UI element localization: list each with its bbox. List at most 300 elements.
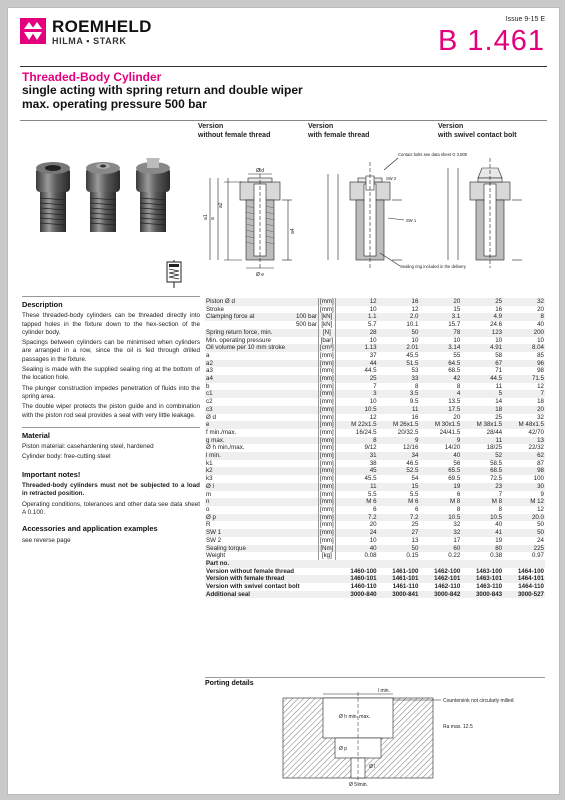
- partno-cell: 1462-101: [419, 575, 461, 583]
- table-cell: 20: [369, 521, 377, 529]
- material-line: Piston material: casehardening steel, hardened: [22, 443, 154, 451]
- table-cell: Ø h min./max.: [206, 444, 245, 452]
- table-cell: 6: [373, 505, 377, 513]
- table-cell: 24: [335, 529, 377, 537]
- table-row: [205, 383, 545, 391]
- partno-cell: 1463-101: [461, 575, 503, 583]
- table-cell: b: [206, 382, 210, 390]
- table-cell: [286, 475, 318, 483]
- table-cell: 4: [419, 390, 461, 398]
- svg-text:Countersink not circularly mil: Countersink not circularly milled: [443, 698, 514, 704]
- cylinder-cross-section-drawings: [198, 148, 553, 288]
- table-cell: [286, 352, 318, 360]
- table-cell: f min./max.: [206, 428, 237, 436]
- table-cell: 71: [495, 367, 503, 375]
- table-row: [205, 491, 545, 499]
- table-row: [205, 360, 545, 368]
- table-cell: Spring return force, min.: [205, 329, 286, 337]
- description-paragraph: The double wiper protects the piston guide and in combination with the piston rod seal provides a seal with very little leakage.: [22, 403, 200, 419]
- table-cell: 67: [461, 360, 503, 368]
- table-cell: 52.5: [378, 467, 420, 475]
- table-cell: Ø d: [206, 413, 216, 421]
- table-cell: [Nm]: [320, 544, 334, 552]
- table-row: [205, 529, 545, 537]
- table-cell: 5: [461, 390, 503, 398]
- table-row: [205, 506, 545, 514]
- table-cell: 12: [369, 413, 377, 421]
- table-cell: 10: [369, 305, 377, 313]
- table-cell: [mm]: [319, 513, 334, 521]
- partno-label: Version with swivel contact bolt: [206, 583, 300, 591]
- table-cell: 20: [419, 298, 461, 306]
- partno-cell: 1461-101: [378, 575, 420, 583]
- table-cell: [286, 329, 318, 337]
- table-cell: [mm]: [319, 452, 334, 460]
- table-cell: 7.2: [378, 514, 420, 522]
- table-row: [205, 337, 545, 345]
- table-cell: [mm]: [319, 505, 334, 513]
- table-cell: [286, 514, 318, 522]
- table-cell: [kN]: [318, 321, 335, 329]
- table-cell: 10: [453, 336, 461, 344]
- table-cell: [mm]: [319, 459, 334, 467]
- accessories-heading: Accessories and application examples: [22, 524, 158, 534]
- table-cell: 0.22: [448, 552, 461, 560]
- partno-cell: 1463-110: [476, 583, 503, 591]
- partno-cell: 1461-110: [392, 583, 419, 591]
- material-section: [22, 427, 200, 462]
- table-cell: [286, 545, 318, 553]
- table-cell: 32: [503, 298, 545, 306]
- partno-cell: 1461-100: [392, 567, 419, 575]
- table-row: [205, 452, 545, 460]
- table-cell: 10.5: [335, 406, 377, 414]
- table-cell: 17.5: [419, 406, 461, 414]
- svg-text:a1: a1: [203, 214, 209, 220]
- table-cell: 85: [537, 351, 544, 359]
- table-cell: [mm]: [319, 405, 334, 413]
- table-cell: 20: [453, 413, 461, 421]
- svg-text:SW 2: SW 2: [386, 176, 397, 181]
- table-cell: Clamping force at: [205, 313, 286, 321]
- table-cell: Sealing torque: [205, 545, 286, 553]
- table-cell: o: [206, 505, 210, 513]
- table-cell: M 8: [461, 498, 503, 506]
- table-cell: 16: [378, 298, 420, 306]
- table-cell: 78: [419, 329, 461, 337]
- table-cell: 8: [503, 313, 545, 321]
- partno-cell: 1464-101: [503, 575, 545, 583]
- description-paragraph: Spacings between cylinders can be minimised when cylinders are arranged in a row, since the oil is fed through drilled passages in the fixture.: [22, 339, 200, 363]
- table-cell: 16: [495, 305, 503, 313]
- table-cell: [mm]: [319, 382, 334, 390]
- table-cell: 9.5: [409, 398, 419, 406]
- table-cell: 19: [495, 536, 503, 544]
- table-cell: 45: [335, 467, 377, 475]
- table-cell: 9: [378, 437, 420, 445]
- table-cell: 44: [335, 360, 377, 368]
- table-cell: [286, 406, 318, 414]
- table-cell: n: [205, 498, 286, 506]
- table-cell: 14/20: [444, 444, 461, 452]
- table-cell: 100 bar: [286, 313, 318, 321]
- table-cell: 15: [378, 483, 420, 491]
- table-row: [205, 498, 545, 506]
- table-cell: 68.5: [448, 367, 461, 375]
- porting-divider: [205, 677, 545, 678]
- table-cell: [kN]: [318, 313, 335, 321]
- table-row: [205, 521, 545, 529]
- brand-name: ROEMHELD: [52, 17, 152, 36]
- table-cell: 53: [411, 367, 419, 375]
- table-cell: [286, 444, 318, 452]
- table-cell: 17: [453, 536, 461, 544]
- table-row: [205, 483, 545, 491]
- material-line: Cylinder body: free-cutting steel: [22, 453, 111, 461]
- table-cell: 13: [503, 437, 545, 445]
- table-cell: 18/25: [486, 444, 503, 452]
- table-cell: 32: [419, 529, 461, 537]
- partno-row: [205, 575, 545, 583]
- table-cell: 14: [495, 398, 503, 406]
- table-cell: [286, 529, 318, 537]
- table-cell: [mm]: [319, 351, 334, 359]
- table-cell: e: [205, 421, 286, 429]
- partno-row: [205, 583, 545, 591]
- table-cell: [cm³]: [319, 344, 334, 352]
- table-cell: 8: [456, 505, 461, 513]
- table-cell: 11: [461, 437, 503, 445]
- table-cell: 54: [411, 475, 419, 483]
- version-swivel-contact-bolt-heading: Version with swivel contact bolt: [438, 123, 517, 139]
- table-cell: 52: [461, 452, 503, 460]
- table-row: [205, 444, 545, 452]
- table-cell: 31: [335, 452, 377, 460]
- notes-warning: Threaded-body cylinders must not be subjected to a load in retracted position.: [22, 482, 200, 498]
- table-cell: 10.5: [419, 514, 461, 522]
- table-cell: 500 bar: [295, 321, 317, 329]
- svg-text:Ø d: Ø d: [256, 168, 265, 174]
- partno-row: [205, 591, 545, 599]
- table-cell: M 48x1.5: [503, 421, 545, 429]
- table-cell: M 12: [503, 498, 545, 506]
- table-cell: 58.5: [490, 459, 503, 467]
- table-cell: 1.13: [335, 344, 377, 352]
- table-cell: 56: [453, 459, 461, 467]
- table-cell: 58: [495, 351, 503, 359]
- svg-text:SW 1: SW 1: [406, 218, 417, 223]
- table-cell: [286, 344, 318, 352]
- svg-text:l min.: l min.: [378, 688, 390, 694]
- table-cell: Ø l: [205, 483, 286, 491]
- table-cell: 71.5: [503, 375, 545, 383]
- table-cell: 10: [495, 336, 503, 344]
- product-subtitle: single acting with spring return and double wiper max. operating pressure 500 bar: [22, 83, 303, 111]
- partno-row: [205, 568, 545, 576]
- table-row: [205, 321, 545, 329]
- table-cell: Ø p: [205, 514, 286, 522]
- table-cell: [286, 437, 318, 445]
- table-cell: 41: [461, 529, 503, 537]
- table-cell: c3: [205, 406, 286, 414]
- product-title: Threaded-Body Cylinder: [22, 70, 162, 84]
- svg-text:a: a: [210, 217, 216, 220]
- table-cell: 7.2: [335, 514, 377, 522]
- table-cell: 38: [369, 459, 377, 467]
- table-cell: 87: [537, 459, 544, 467]
- table-cell: a3: [206, 367, 213, 375]
- table-cell: 50: [378, 545, 420, 553]
- table-cell: 15.7: [448, 321, 461, 329]
- table-cell: [286, 390, 318, 398]
- table-cell: k3: [206, 475, 213, 483]
- table-cell: g max.: [205, 437, 286, 445]
- table-cell: [286, 367, 318, 375]
- table-cell: c2: [206, 398, 213, 406]
- table-cell: 3.1: [419, 313, 461, 321]
- table-cell: 34: [378, 452, 420, 460]
- table-cell: 5.7: [367, 321, 377, 329]
- table-cell: [bar]: [318, 337, 335, 345]
- table-cell: a: [206, 351, 210, 359]
- partno-label: Additional seal: [205, 591, 335, 599]
- table-cell: [mm]: [319, 444, 334, 452]
- table-cell: 45.5: [364, 475, 377, 483]
- accessories-section: [22, 523, 200, 545]
- notes-heading: Important notes!: [22, 469, 81, 479]
- table-cell: 16/24.5: [355, 428, 377, 436]
- partno-cell: 1464-110: [518, 583, 544, 591]
- table-cell: 8.04: [503, 344, 545, 352]
- table-cell: 50: [537, 521, 544, 529]
- table-cell: [N]: [318, 329, 335, 337]
- porting-details-drawing: [263, 688, 553, 788]
- table-cell: 28: [335, 329, 377, 337]
- document-number: B 1.461: [438, 25, 545, 57]
- partno-cell: 3000-843: [461, 591, 503, 599]
- material-heading: Material: [22, 430, 50, 440]
- table-cell: 40: [495, 521, 503, 529]
- table-cell: [286, 337, 318, 345]
- table-cell: 225: [503, 545, 545, 553]
- table-cell: [286, 467, 318, 475]
- svg-text:Ø h min. max.: Ø h min. max.: [339, 714, 371, 720]
- table-cell: [286, 498, 318, 506]
- table-cell: [286, 537, 318, 545]
- table-cell: [286, 360, 318, 368]
- table-cell: M 6: [335, 498, 377, 506]
- table-cell: 4.91: [461, 344, 503, 352]
- table-cell: 32: [453, 521, 461, 529]
- table-cell: 8: [498, 505, 503, 513]
- table-cell: 28/44: [486, 428, 503, 436]
- partno-cell: 3000-527: [503, 591, 545, 599]
- table-cell: 123: [461, 329, 503, 337]
- table-cell: 11: [335, 483, 377, 491]
- table-cell: 18: [461, 406, 503, 414]
- version-with-female-thread-heading: Version with female thread: [308, 123, 370, 139]
- table-cell: 25: [411, 521, 419, 529]
- table-cell: 42: [419, 375, 461, 383]
- table-cell: 12: [335, 298, 377, 306]
- table-cell: 3.5: [378, 390, 420, 398]
- table-cell: 32: [537, 413, 544, 421]
- table-row: [205, 375, 545, 383]
- table-cell: 37: [369, 351, 377, 359]
- table-cell: 98: [537, 367, 544, 375]
- table-cell: 24: [537, 536, 544, 544]
- table-cell: 42/70: [528, 428, 544, 436]
- table-cell: [mm]: [319, 467, 334, 475]
- table-cell: 44.5: [461, 375, 503, 383]
- partno-heading-row: [205, 560, 545, 568]
- table-row: [205, 298, 545, 306]
- svg-text:Ø p: Ø p: [339, 746, 348, 752]
- table-cell: [mm]: [319, 475, 334, 483]
- table-row: [205, 545, 545, 553]
- table-row: [205, 514, 545, 522]
- partno-cell: 1462-100: [434, 567, 461, 575]
- table-cell: [286, 383, 318, 391]
- table-cell: 25: [461, 298, 503, 306]
- table-cell: 11: [378, 406, 420, 414]
- table-cell: 10: [411, 336, 419, 344]
- table-cell: [286, 414, 318, 422]
- table-cell: 2.01: [378, 344, 420, 352]
- partno-cell: 3000-840: [335, 591, 377, 599]
- table-cell: 44.5: [364, 367, 377, 375]
- table-cell: 0.08: [364, 552, 377, 560]
- table-cell: 10.5: [461, 514, 503, 522]
- svg-text:Ø 5 min.: Ø 5 min.: [349, 782, 368, 788]
- table-cell: 10.1: [406, 321, 419, 329]
- table-cell: [mm]: [319, 367, 334, 375]
- table-cell: 55: [453, 351, 461, 359]
- svg-text:Sealing ring included in the d: Sealing ring included in the delivery: [400, 264, 466, 269]
- table-cell: Stroke: [206, 305, 224, 313]
- table-row: [205, 352, 545, 360]
- table-cell: 15: [453, 305, 461, 313]
- table-cell: [286, 298, 318, 306]
- svg-text:Contact bolts see data sheet G: Contact bolts see data sheet G 3.800: [398, 152, 468, 157]
- table-cell: 2.0: [378, 313, 420, 321]
- table-cell: 13.5: [448, 398, 461, 406]
- description-section: [22, 296, 200, 420]
- table-cell: [286, 483, 318, 491]
- table-cell: R: [206, 521, 211, 529]
- table-cell: k1: [206, 459, 213, 467]
- table-cell: [mm]: [319, 390, 334, 398]
- table-cell: M 30x1.5: [419, 421, 461, 429]
- table-cell: 13: [411, 536, 419, 544]
- table-cell: M 38x1.5: [461, 421, 503, 429]
- table-cell: 40: [419, 452, 461, 460]
- table-cell: 46.5: [406, 459, 419, 467]
- table-cell: 96: [503, 360, 545, 368]
- version-without-female-thread-heading: Version without female thread: [198, 123, 271, 139]
- table-cell: 98: [503, 467, 545, 475]
- table-cell: [mm]: [319, 498, 334, 506]
- table-cell: 20/32.5: [397, 428, 419, 436]
- partno-cell: 1463-100: [475, 567, 503, 575]
- table-cell: [mm]: [319, 398, 334, 406]
- table-cell: 25: [335, 375, 377, 383]
- table-row: [205, 344, 545, 352]
- table-cell: 0.38: [490, 552, 503, 560]
- table-cell: [mm]: [319, 529, 334, 537]
- table-row: [205, 329, 545, 337]
- table-cell: [286, 429, 318, 437]
- table-cell: 6: [414, 505, 419, 513]
- table-cell: 6: [456, 490, 461, 498]
- table-cell: c1: [205, 390, 286, 398]
- table-cell: 8: [335, 437, 377, 445]
- table-cell: [286, 375, 318, 383]
- partno-cell: 1464-100: [517, 567, 544, 575]
- partno-cell: 3000-842: [419, 591, 461, 599]
- table-cell: [mm]: [319, 413, 334, 421]
- table-cell: 16: [411, 413, 419, 421]
- table-cell: 11: [495, 382, 503, 390]
- table-cell: [mm]: [319, 298, 334, 305]
- table-cell: M 22x1.5: [335, 421, 377, 429]
- description-paragraph: These threaded-body cylinders can be threaded directly into tapped holes in the fixture down to the hex-section of the cylinder body.: [22, 312, 200, 336]
- table-cell: 9: [419, 437, 461, 445]
- table-cell: 64.5: [419, 360, 461, 368]
- table-cell: [286, 460, 318, 468]
- table-cell: 8: [456, 382, 461, 390]
- table-cell: 0.15: [406, 552, 419, 560]
- table-row: [205, 421, 545, 429]
- table-cell: M 6: [378, 498, 420, 506]
- table-cell: [mm]: [319, 428, 334, 436]
- table-cell: 3: [335, 390, 377, 398]
- table-cell: 5.5: [409, 490, 419, 498]
- table-cell: [286, 506, 318, 514]
- description-paragraph: Sealing is made with the supplied sealing ring at the bottom of the location hole.: [22, 366, 200, 382]
- table-row: [205, 406, 545, 414]
- partno-cell: 3000-841: [378, 591, 420, 599]
- table-cell: 51.5: [378, 360, 420, 368]
- table-cell: 8: [414, 382, 419, 390]
- table-cell: Weight: [206, 552, 226, 560]
- table-cell: 23: [461, 483, 503, 491]
- table-cell: 19: [419, 483, 461, 491]
- title-divider: [20, 120, 547, 121]
- table-cell: 9: [540, 490, 544, 498]
- table-cell: 4.9: [461, 313, 503, 321]
- header-divider: [20, 66, 547, 67]
- table-cell: 0.97: [531, 552, 544, 560]
- table-row: [205, 367, 545, 375]
- table-cell: SW 2: [206, 536, 222, 544]
- table-cell: 100: [533, 475, 544, 483]
- description-heading: Description: [22, 300, 63, 309]
- table-cell: 80: [461, 545, 503, 553]
- table-cell: [mm]: [319, 421, 334, 429]
- table-cell: 27: [378, 529, 420, 537]
- svg-text:Ra max. 12.5: Ra max. 12.5: [443, 724, 473, 730]
- issue-label: Issue 9-15 E: [505, 16, 545, 23]
- table-cell: a2: [205, 360, 286, 368]
- table-cell: 24/41.5: [439, 428, 461, 436]
- table-cell: 50: [503, 529, 545, 537]
- porting-details-heading: Porting details: [205, 680, 254, 687]
- partno-label: Version without female thread: [206, 567, 295, 575]
- brand-subtitle: HILMA ▪ STARK: [52, 36, 127, 46]
- table-row: [205, 475, 545, 483]
- table-cell: [mm]: [319, 521, 334, 529]
